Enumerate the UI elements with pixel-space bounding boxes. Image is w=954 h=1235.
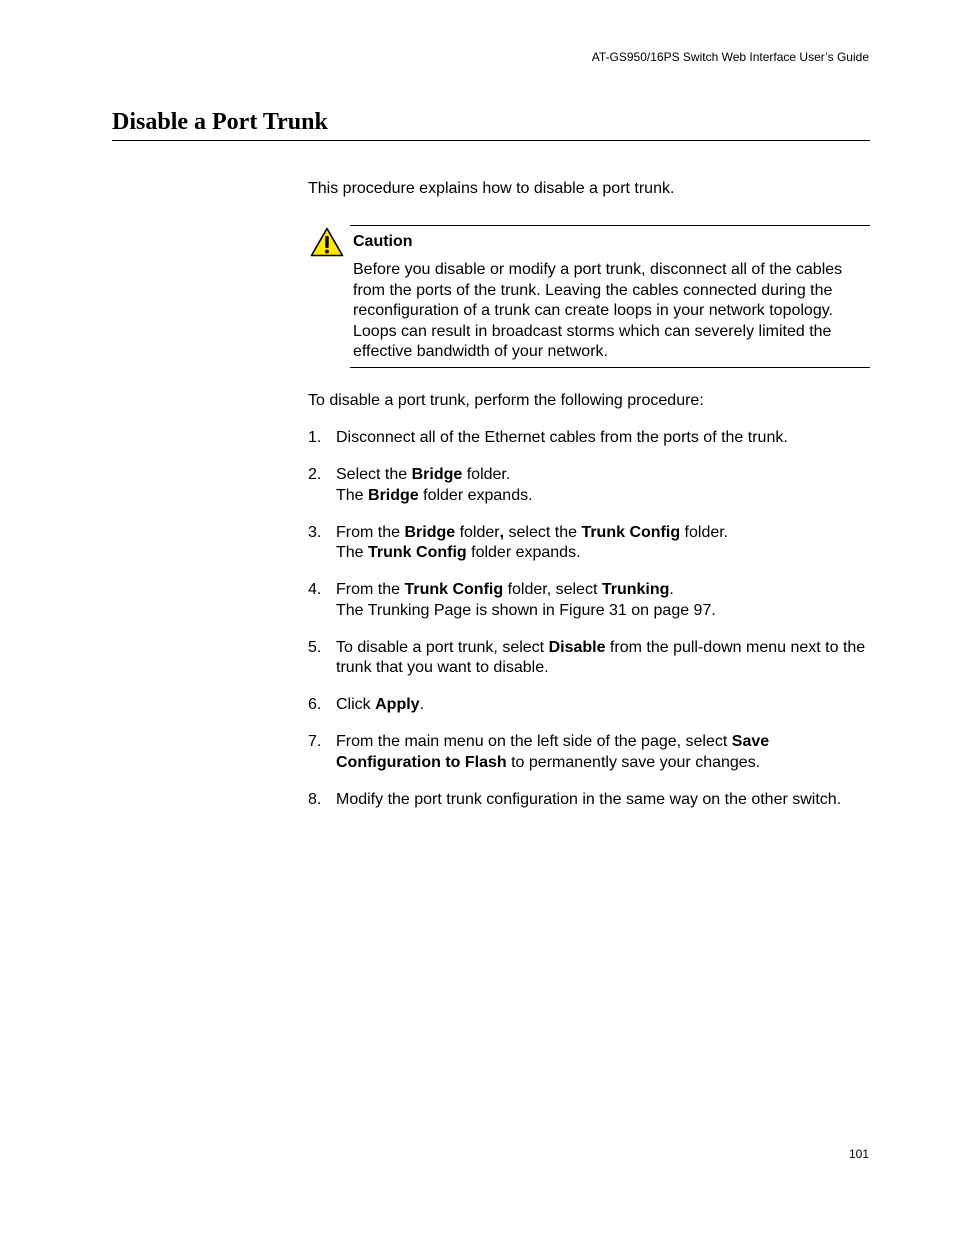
step-text: folder, select xyxy=(503,581,602,598)
step-text: folder. xyxy=(462,466,511,483)
step-number: 2. xyxy=(308,466,322,483)
title-rule xyxy=(112,140,870,141)
ui-term: Trunk Config xyxy=(368,544,467,561)
step-1 xyxy=(308,428,870,449)
step-5 xyxy=(308,638,870,679)
caution-rule-top xyxy=(350,225,870,226)
step-6 xyxy=(308,695,870,716)
step-text: . xyxy=(419,696,425,713)
page-number: 101 xyxy=(848,1147,869,1161)
step-text: Click xyxy=(336,696,376,713)
step-text: to permanently save your changes. xyxy=(506,753,761,771)
caution-heading: Caution xyxy=(353,233,413,250)
running-header: AT-GS950/16PS Switch Web Interface User’s Guide xyxy=(591,50,869,64)
step-2 xyxy=(308,465,870,506)
step-result: folder expands. xyxy=(466,544,581,561)
step-number: 8. xyxy=(308,790,322,808)
step-number: 5. xyxy=(308,638,322,656)
step-number: 4. xyxy=(308,581,322,598)
step-text: From the xyxy=(336,523,405,541)
step-text: select the xyxy=(504,523,582,541)
procedure-steps xyxy=(308,428,870,827)
step-3 xyxy=(308,523,870,564)
step-number: 7. xyxy=(308,733,322,750)
procedure-lead: To disable a port trunk, perform the following procedure: xyxy=(308,392,704,409)
ui-term: Trunk Config xyxy=(581,523,681,541)
intro-paragraph: This procedure explains how to disable a port trunk. xyxy=(308,180,675,197)
step-number: 6. xyxy=(308,696,322,713)
ui-term: Bridge xyxy=(368,486,419,504)
step-text: Disconnect all of the Ethernet cables from the ports of the trunk. xyxy=(336,429,788,446)
ui-term: Trunk Config xyxy=(404,581,504,598)
step-text: From the xyxy=(336,581,405,598)
caution-rule-bottom xyxy=(350,367,870,368)
step-number: 1. xyxy=(308,429,322,446)
step-4 xyxy=(308,580,870,621)
caution-text: Before you disable or modify a port trunk, disconnect all of the cables from the ports of the trunk. Leaving the cables connected during the reconfiguration of a trunk can create loops in your network topology. Loops can result in broadcast storms which can severely limited the effective bandwidth of your network. xyxy=(353,261,843,360)
step-text: folder xyxy=(455,523,500,541)
ui-term: Disable xyxy=(548,638,606,656)
section-title: Disable a Port Trunk xyxy=(112,109,328,135)
ui-term: Trunking xyxy=(601,581,670,598)
ui-term: Bridge xyxy=(404,523,456,541)
ui-term: Save Configuration to Flash xyxy=(336,733,770,771)
step-text: . xyxy=(669,581,674,598)
step-result: folder expands. xyxy=(418,486,533,504)
step-result: The xyxy=(336,486,369,504)
step-number: 3. xyxy=(308,523,322,541)
step-result: The xyxy=(336,544,369,561)
step-text: Modify the port trunk configuration in the same way on the other switch. xyxy=(336,790,842,808)
caution-box xyxy=(308,225,870,368)
ui-term: Bridge xyxy=(411,466,463,483)
step-text: From the main menu on the left side of the page, select xyxy=(336,733,732,750)
step-text: To disable a port trunk, select xyxy=(336,638,549,656)
step-text: Select the xyxy=(336,466,412,483)
warning-triangle-icon xyxy=(310,227,344,257)
ui-term: Apply xyxy=(375,696,420,713)
step-text: , xyxy=(499,523,505,541)
step-7 xyxy=(308,732,870,773)
step-8 xyxy=(308,790,870,811)
step-text: from the pull-down menu next to the trunk that you want to disable. xyxy=(336,638,866,676)
step-text: folder. xyxy=(680,523,729,541)
step-result: The Trunking Page is shown in Figure 31 on page 97. xyxy=(336,601,716,619)
